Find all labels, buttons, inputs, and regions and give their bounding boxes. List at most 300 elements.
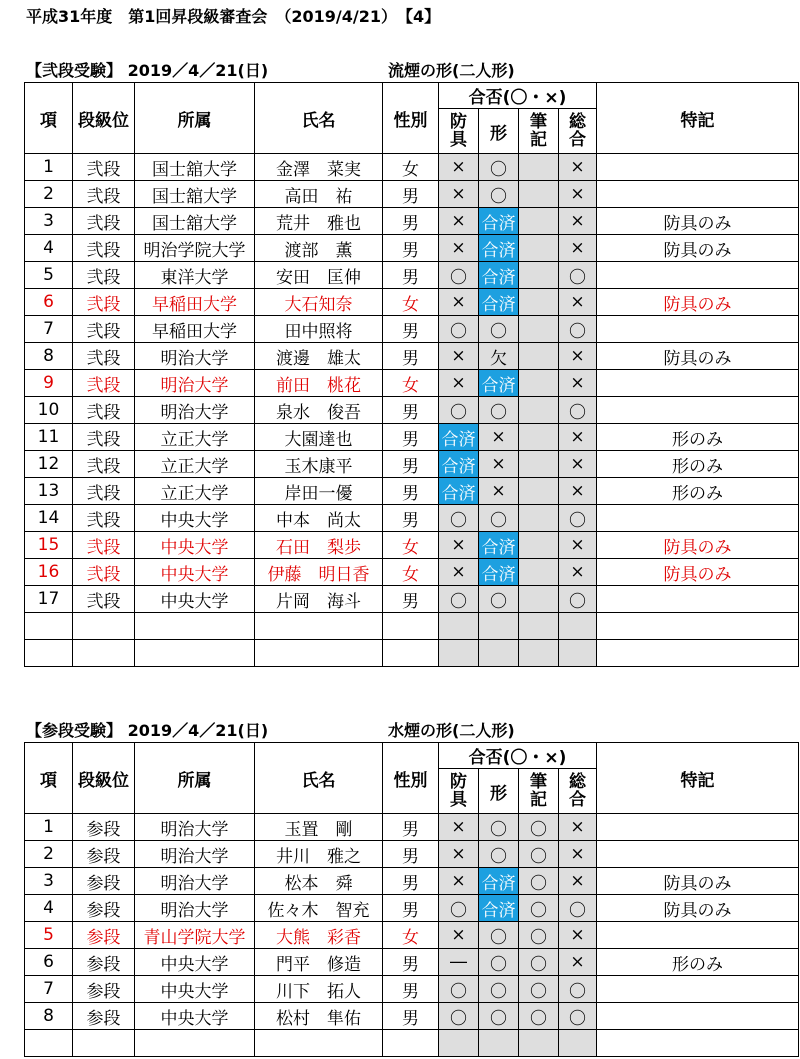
header-hikki-1: 筆 bbox=[530, 111, 547, 132]
cell-sogo: 〇 bbox=[559, 316, 597, 343]
cell-affiliation: 明治大学 bbox=[135, 841, 255, 868]
cell-rank bbox=[73, 1030, 135, 1057]
cell-sogo: × bbox=[559, 424, 597, 451]
cell-bogu: × bbox=[439, 343, 479, 370]
cell-bogu: × bbox=[439, 289, 479, 316]
cell-name bbox=[255, 1030, 383, 1057]
header-sogo bbox=[559, 109, 597, 154]
header-sogo bbox=[559, 769, 597, 814]
cell-gender: 男 bbox=[383, 976, 439, 1003]
cell-item: 10 bbox=[25, 397, 73, 424]
cell-hikki bbox=[519, 289, 559, 316]
cell-sogo bbox=[559, 613, 597, 640]
cell-name: 田中照将 bbox=[255, 316, 383, 343]
cell-hikki: 〇 bbox=[519, 976, 559, 1003]
header-hikki bbox=[519, 769, 559, 814]
cell-affiliation: 早稲田大学 bbox=[135, 316, 255, 343]
cell-sogo: × bbox=[559, 478, 597, 505]
cell-gender: 女 bbox=[383, 532, 439, 559]
cell-affiliation: 国士舘大学 bbox=[135, 181, 255, 208]
cell-rank: 弐段 bbox=[73, 424, 135, 451]
header-sogo-stack bbox=[569, 773, 586, 809]
cell-name: 荒井 雅也 bbox=[255, 208, 383, 235]
cell-kata: 〇 bbox=[479, 976, 519, 1003]
cell-affiliation: 国士舘大学 bbox=[135, 154, 255, 181]
cell-hikki: 〇 bbox=[519, 841, 559, 868]
cell-gender: 男 bbox=[383, 397, 439, 424]
cell-affiliation bbox=[135, 640, 255, 667]
cell-bogu: 合済 bbox=[439, 424, 479, 451]
header-kata: 形 bbox=[479, 109, 519, 154]
cell-gender: 男 bbox=[383, 1003, 439, 1030]
cell-name: 高田 祐 bbox=[255, 181, 383, 208]
cell-item: 5 bbox=[25, 262, 73, 289]
cell-rank: 弐段 bbox=[73, 586, 135, 613]
cell-item: 11 bbox=[25, 424, 73, 451]
cell-kata: 欠 bbox=[479, 343, 519, 370]
cell-gender: 男 bbox=[383, 451, 439, 478]
cell-item: 1 bbox=[25, 154, 73, 181]
cell-notes bbox=[597, 181, 799, 208]
cell-hikki bbox=[519, 181, 559, 208]
cell-sogo bbox=[559, 1030, 597, 1057]
cell-kata: × bbox=[479, 478, 519, 505]
header-bogu-2: 具 bbox=[450, 129, 467, 150]
cell-sogo: × bbox=[559, 289, 597, 316]
cell-notes: 防具のみ bbox=[597, 235, 799, 262]
cell-affiliation: 明治大学 bbox=[135, 868, 255, 895]
cell-kata: 合済 bbox=[479, 559, 519, 586]
table-row bbox=[25, 640, 799, 667]
cell-notes bbox=[597, 613, 799, 640]
table-row bbox=[25, 370, 799, 397]
cell-hikki bbox=[519, 586, 559, 613]
header-sogo-2: 合 bbox=[569, 789, 586, 810]
cell-item: 1 bbox=[25, 814, 73, 841]
cell-name: 伊藤 明日香 bbox=[255, 559, 383, 586]
cell-rank: 弐段 bbox=[73, 451, 135, 478]
cell-affiliation: 中央大学 bbox=[135, 1003, 255, 1030]
cell-sogo: × bbox=[559, 208, 597, 235]
cell-item bbox=[25, 613, 73, 640]
cell-hikki bbox=[519, 424, 559, 451]
cell-rank: 参段 bbox=[73, 949, 135, 976]
cell-gender: 女 bbox=[383, 922, 439, 949]
cell-rank: 弐段 bbox=[73, 181, 135, 208]
cell-name: 松本 舜 bbox=[255, 868, 383, 895]
cell-rank bbox=[73, 640, 135, 667]
cell-item: 17 bbox=[25, 586, 73, 613]
header-hikki-stack bbox=[530, 113, 547, 149]
cell-hikki bbox=[519, 208, 559, 235]
cell-rank: 弐段 bbox=[73, 397, 135, 424]
cell-rank: 弐段 bbox=[73, 505, 135, 532]
cell-gender: 女 bbox=[383, 559, 439, 586]
cell-gender: 女 bbox=[383, 370, 439, 397]
header-kata: 形 bbox=[479, 769, 519, 814]
cell-sogo: × bbox=[559, 343, 597, 370]
header-name: 氏名 bbox=[255, 83, 383, 154]
cell-item: 6 bbox=[25, 949, 73, 976]
cell-notes bbox=[597, 814, 799, 841]
header-bogu-1: 防 bbox=[450, 111, 467, 132]
cell-affiliation: 中央大学 bbox=[135, 976, 255, 1003]
cell-kata: 合済 bbox=[479, 289, 519, 316]
cell-notes: 防具のみ bbox=[597, 208, 799, 235]
cell-sogo: × bbox=[559, 868, 597, 895]
cell-item: 15 bbox=[25, 532, 73, 559]
cell-item: 6 bbox=[25, 289, 73, 316]
cell-affiliation: 明治大学 bbox=[135, 814, 255, 841]
header-item: 項 bbox=[25, 743, 73, 814]
header-row bbox=[25, 83, 799, 109]
cell-gender: 男 bbox=[383, 841, 439, 868]
cell-bogu: × bbox=[439, 532, 479, 559]
cell-bogu: × bbox=[439, 235, 479, 262]
cell-name: 金澤 菜実 bbox=[255, 154, 383, 181]
cell-bogu: 合済 bbox=[439, 451, 479, 478]
cell-bogu: 〇 bbox=[439, 505, 479, 532]
cell-notes bbox=[597, 397, 799, 424]
cell-affiliation: 早稲田大学 bbox=[135, 289, 255, 316]
cell-hikki bbox=[519, 316, 559, 343]
header-bogu-1: 防 bbox=[450, 771, 467, 792]
table-row bbox=[25, 451, 799, 478]
cell-rank: 参段 bbox=[73, 1003, 135, 1030]
cell-item bbox=[25, 640, 73, 667]
cell-name bbox=[255, 613, 383, 640]
header-row bbox=[25, 743, 799, 769]
cell-rank: 参段 bbox=[73, 868, 135, 895]
cell-sogo: × bbox=[559, 532, 597, 559]
header-gender: 性別 bbox=[383, 743, 439, 814]
cell-name: 安田 匡伸 bbox=[255, 262, 383, 289]
cell-item: 8 bbox=[25, 1003, 73, 1030]
cell-bogu bbox=[439, 1030, 479, 1057]
cell-item: 7 bbox=[25, 976, 73, 1003]
cell-kata: 〇 bbox=[479, 841, 519, 868]
cell-sogo: × bbox=[559, 451, 597, 478]
cell-gender: 女 bbox=[383, 289, 439, 316]
cell-name bbox=[255, 640, 383, 667]
cell-notes: 防具のみ bbox=[597, 895, 799, 922]
cell-bogu: × bbox=[439, 922, 479, 949]
cell-notes: 形のみ bbox=[597, 451, 799, 478]
section-form: 水煙の形(二人形) bbox=[388, 721, 515, 740]
header-hikki-1: 筆 bbox=[530, 771, 547, 792]
cell-affiliation bbox=[135, 613, 255, 640]
cell-hikki: 〇 bbox=[519, 1003, 559, 1030]
cell-notes: 形のみ bbox=[597, 424, 799, 451]
table-row bbox=[25, 478, 799, 505]
cell-name: 渡部 薫 bbox=[255, 235, 383, 262]
cell-name: 大石知奈 bbox=[255, 289, 383, 316]
cell-notes: 形のみ bbox=[597, 949, 799, 976]
cell-item: 2 bbox=[25, 181, 73, 208]
cell-sogo: 〇 bbox=[559, 895, 597, 922]
section-title: 【弐段受験】 2019／4／21(日) bbox=[26, 61, 269, 80]
cell-hikki bbox=[519, 640, 559, 667]
cell-rank: 参段 bbox=[73, 841, 135, 868]
header-bogu bbox=[439, 109, 479, 154]
cell-sogo: × bbox=[559, 814, 597, 841]
table-row bbox=[25, 343, 799, 370]
header-rank: 段級位 bbox=[73, 83, 135, 154]
cell-name: 川下 拓人 bbox=[255, 976, 383, 1003]
cell-kata bbox=[479, 613, 519, 640]
header-result-group: 合否(〇・×) bbox=[439, 83, 597, 109]
cell-notes bbox=[597, 976, 799, 1003]
cell-notes: 防具のみ bbox=[597, 559, 799, 586]
section-title: 【参段受験】 2019／4／21(日) bbox=[26, 721, 269, 740]
cell-bogu bbox=[439, 640, 479, 667]
cell-hikki: 〇 bbox=[519, 895, 559, 922]
cell-affiliation: 立正大学 bbox=[135, 451, 255, 478]
cell-rank: 弐段 bbox=[73, 289, 135, 316]
cell-name: 玉置 剛 bbox=[255, 814, 383, 841]
cell-kata: 〇 bbox=[479, 316, 519, 343]
cell-rank: 弐段 bbox=[73, 478, 135, 505]
cell-rank: 弐段 bbox=[73, 559, 135, 586]
cell-name: 泉水 俊吾 bbox=[255, 397, 383, 424]
cell-bogu: 〇 bbox=[439, 895, 479, 922]
header-sogo-1: 総 bbox=[569, 111, 586, 132]
header-sogo-stack bbox=[569, 113, 586, 149]
cell-bogu: 合済 bbox=[439, 478, 479, 505]
cell-name: 渡邊 雄太 bbox=[255, 343, 383, 370]
cell-kata: 〇 bbox=[479, 814, 519, 841]
cell-notes bbox=[597, 370, 799, 397]
table-row bbox=[25, 841, 799, 868]
cell-gender: 男 bbox=[383, 814, 439, 841]
cell-kata: 〇 bbox=[479, 949, 519, 976]
cell-item: 4 bbox=[25, 895, 73, 922]
header-affiliation: 所属 bbox=[135, 83, 255, 154]
cell-sogo: × bbox=[559, 154, 597, 181]
cell-hikki: 〇 bbox=[519, 814, 559, 841]
cell-bogu: × bbox=[439, 814, 479, 841]
table-row bbox=[25, 532, 799, 559]
cell-notes: 形のみ bbox=[597, 478, 799, 505]
cell-sogo: × bbox=[559, 370, 597, 397]
table-row bbox=[25, 1030, 799, 1057]
cell-bogu: × bbox=[439, 559, 479, 586]
cell-rank: 弐段 bbox=[73, 262, 135, 289]
cell-gender: 男 bbox=[383, 586, 439, 613]
cell-sogo: 〇 bbox=[559, 505, 597, 532]
cell-kata: 〇 bbox=[479, 181, 519, 208]
cell-item: 16 bbox=[25, 559, 73, 586]
cell-item: 8 bbox=[25, 343, 73, 370]
cell-gender bbox=[383, 640, 439, 667]
cell-gender: 男 bbox=[383, 949, 439, 976]
header-sogo-1: 総 bbox=[569, 771, 586, 792]
cell-bogu: 〇 bbox=[439, 586, 479, 613]
results-table bbox=[24, 742, 799, 1057]
header-bogu bbox=[439, 769, 479, 814]
cell-sogo: × bbox=[559, 559, 597, 586]
cell-sogo: × bbox=[559, 181, 597, 208]
cell-name: 中本 尚太 bbox=[255, 505, 383, 532]
cell-kata: 〇 bbox=[479, 505, 519, 532]
cell-notes bbox=[597, 1030, 799, 1057]
table-row bbox=[25, 976, 799, 1003]
cell-gender: 男 bbox=[383, 424, 439, 451]
cell-kata: 〇 bbox=[479, 586, 519, 613]
cell-gender: 男 bbox=[383, 343, 439, 370]
cell-notes: 防具のみ bbox=[597, 289, 799, 316]
cell-affiliation: 国士舘大学 bbox=[135, 208, 255, 235]
cell-gender bbox=[383, 1030, 439, 1057]
table-row bbox=[25, 397, 799, 424]
cell-hikki bbox=[519, 451, 559, 478]
cell-rank: 参段 bbox=[73, 895, 135, 922]
cell-rank: 弐段 bbox=[73, 532, 135, 559]
cell-hikki bbox=[519, 613, 559, 640]
cell-sogo: × bbox=[559, 949, 597, 976]
table-row bbox=[25, 235, 799, 262]
header-affiliation: 所属 bbox=[135, 743, 255, 814]
cell-notes bbox=[597, 154, 799, 181]
table-row bbox=[25, 289, 799, 316]
cell-name: 岸田一優 bbox=[255, 478, 383, 505]
cell-affiliation: 立正大学 bbox=[135, 424, 255, 451]
cell-affiliation: 明治大学 bbox=[135, 895, 255, 922]
table-row bbox=[25, 424, 799, 451]
cell-kata: 〇 bbox=[479, 397, 519, 424]
cell-rank: 弐段 bbox=[73, 316, 135, 343]
cell-gender: 男 bbox=[383, 868, 439, 895]
table-row bbox=[25, 613, 799, 640]
table-row bbox=[25, 154, 799, 181]
cell-sogo: 〇 bbox=[559, 397, 597, 424]
cell-item: 12 bbox=[25, 451, 73, 478]
cell-hikki: 〇 bbox=[519, 922, 559, 949]
cell-kata: × bbox=[479, 451, 519, 478]
cell-rank: 参段 bbox=[73, 922, 135, 949]
cell-bogu: 〇 bbox=[439, 262, 479, 289]
cell-item bbox=[25, 1030, 73, 1057]
cell-bogu: × bbox=[439, 154, 479, 181]
table-row bbox=[25, 505, 799, 532]
cell-hikki bbox=[519, 154, 559, 181]
header-hikki-2: 記 bbox=[530, 789, 547, 810]
cell-bogu: 〇 bbox=[439, 976, 479, 1003]
cell-sogo: 〇 bbox=[559, 586, 597, 613]
cell-name: 井川 雅之 bbox=[255, 841, 383, 868]
cell-affiliation bbox=[135, 1030, 255, 1057]
cell-sogo: 〇 bbox=[559, 1003, 597, 1030]
cell-kata: 合済 bbox=[479, 370, 519, 397]
cell-hikki bbox=[519, 1030, 559, 1057]
cell-hikki bbox=[519, 478, 559, 505]
cell-notes bbox=[597, 640, 799, 667]
cell-hikki bbox=[519, 397, 559, 424]
cell-sogo: 〇 bbox=[559, 976, 597, 1003]
cell-item: 4 bbox=[25, 235, 73, 262]
cell-hikki bbox=[519, 370, 559, 397]
cell-item: 5 bbox=[25, 922, 73, 949]
table-row bbox=[25, 814, 799, 841]
cell-name: 大園達也 bbox=[255, 424, 383, 451]
cell-gender: 男 bbox=[383, 208, 439, 235]
cell-affiliation: 明治大学 bbox=[135, 397, 255, 424]
cell-name: 前田 桃花 bbox=[255, 370, 383, 397]
cell-gender: 男 bbox=[383, 181, 439, 208]
cell-hikki bbox=[519, 262, 559, 289]
cell-affiliation: 中央大学 bbox=[135, 532, 255, 559]
table-row bbox=[25, 922, 799, 949]
cell-affiliation: 明治大学 bbox=[135, 370, 255, 397]
header-sogo-2: 合 bbox=[569, 129, 586, 150]
cell-name: 佐々木 智充 bbox=[255, 895, 383, 922]
cell-gender: 女 bbox=[383, 154, 439, 181]
header-rank: 段級位 bbox=[73, 743, 135, 814]
cell-kata: 合済 bbox=[479, 532, 519, 559]
cell-affiliation: 立正大学 bbox=[135, 478, 255, 505]
cell-hikki bbox=[519, 505, 559, 532]
cell-affiliation: 中央大学 bbox=[135, 559, 255, 586]
cell-item: 3 bbox=[25, 208, 73, 235]
cell-name: 門平 修造 bbox=[255, 949, 383, 976]
table-row bbox=[25, 559, 799, 586]
cell-item: 13 bbox=[25, 478, 73, 505]
header-hikki-stack bbox=[530, 773, 547, 809]
cell-item: 14 bbox=[25, 505, 73, 532]
header-result-group: 合否(〇・×) bbox=[439, 743, 597, 769]
header-notes: 特記 bbox=[597, 743, 799, 814]
cell-hikki bbox=[519, 559, 559, 586]
table-row bbox=[25, 586, 799, 613]
section-form: 流煙の形(二人形) bbox=[388, 61, 515, 80]
cell-sogo: × bbox=[559, 922, 597, 949]
cell-affiliation: 東洋大学 bbox=[135, 262, 255, 289]
cell-gender: 男 bbox=[383, 235, 439, 262]
table-row bbox=[25, 208, 799, 235]
cell-bogu: 〇 bbox=[439, 397, 479, 424]
cell-notes bbox=[597, 262, 799, 289]
cell-rank: 弐段 bbox=[73, 370, 135, 397]
cell-notes: 防具のみ bbox=[597, 532, 799, 559]
cell-rank bbox=[73, 613, 135, 640]
cell-kata: 合済 bbox=[479, 895, 519, 922]
cell-notes bbox=[597, 841, 799, 868]
cell-bogu: × bbox=[439, 868, 479, 895]
cell-sogo: × bbox=[559, 841, 597, 868]
cell-rank: 弐段 bbox=[73, 235, 135, 262]
cell-hikki: 〇 bbox=[519, 949, 559, 976]
cell-affiliation: 中央大学 bbox=[135, 505, 255, 532]
cell-sogo bbox=[559, 640, 597, 667]
cell-kata: × bbox=[479, 424, 519, 451]
header-notes: 特記 bbox=[597, 83, 799, 154]
cell-affiliation: 中央大学 bbox=[135, 586, 255, 613]
cell-item: 3 bbox=[25, 868, 73, 895]
cell-affiliation: 青山学院大学 bbox=[135, 922, 255, 949]
cell-kata: 合済 bbox=[479, 868, 519, 895]
cell-affiliation: 明治学院大学 bbox=[135, 235, 255, 262]
cell-rank: 弐段 bbox=[73, 154, 135, 181]
cell-name: 玉木康平 bbox=[255, 451, 383, 478]
cell-notes bbox=[597, 922, 799, 949]
cell-sogo: × bbox=[559, 235, 597, 262]
header-bogu-2: 具 bbox=[450, 789, 467, 810]
cell-notes: 防具のみ bbox=[597, 868, 799, 895]
header-hikki-2: 記 bbox=[530, 129, 547, 150]
cell-bogu: × bbox=[439, 181, 479, 208]
cell-name: 石田 梨歩 bbox=[255, 532, 383, 559]
header-name: 氏名 bbox=[255, 743, 383, 814]
